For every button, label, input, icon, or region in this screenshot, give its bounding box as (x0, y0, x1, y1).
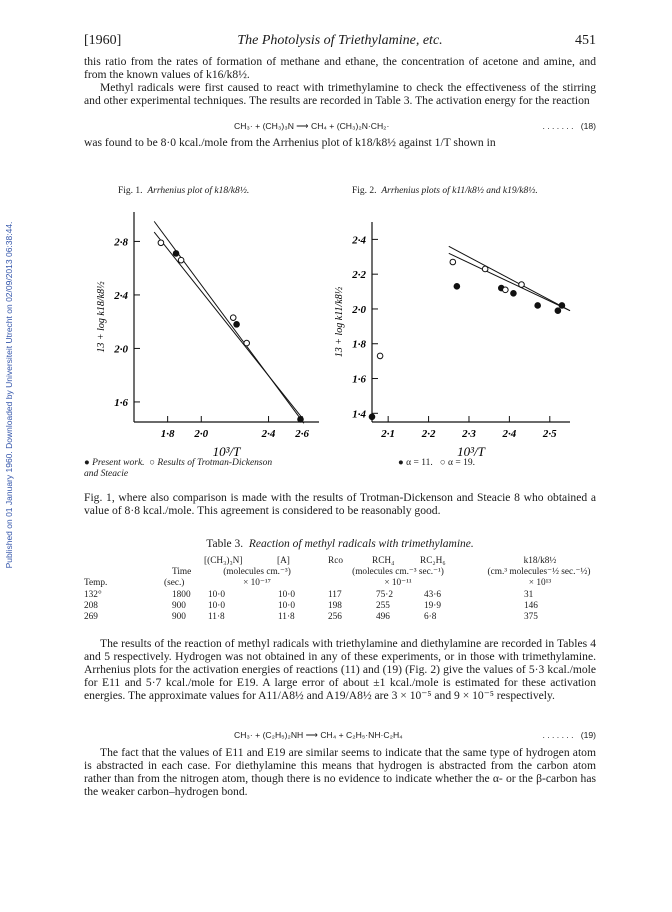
data-point-open (482, 266, 488, 272)
x-tick-label: 2·2 (421, 428, 436, 440)
x-tick-label: 2·6 (295, 428, 310, 440)
data-point-filled (559, 303, 565, 309)
fig1-caption: Fig. 1. Arrhenius plot of k18/k8½. (118, 186, 250, 196)
paragraph: this ratio from the rates of formation of methane and ethane, the concentration of acetone and amine, and from the known values of k16/k8½. (84, 55, 596, 81)
data-point-filled (298, 417, 304, 423)
data-point-filled (555, 308, 561, 314)
fit-line (154, 232, 302, 418)
table-header: × 10⁻¹⁷ (243, 578, 271, 588)
table-header: (cm.³ molecules⁻½ sec.⁻½) (487, 567, 591, 577)
data-point-open (519, 282, 525, 288)
x-tick-label: 2·0 (194, 428, 209, 440)
equation-number: . . . . . . . (19) (542, 730, 596, 740)
equation-number: . . . . . . . (18) (542, 121, 596, 131)
fig2-chart (330, 198, 580, 468)
table-header: RCH₄ (372, 556, 395, 566)
table-header: (sec.) (164, 578, 185, 588)
y-tick-label: 2·8 (114, 236, 128, 249)
fit-line (449, 246, 570, 310)
table-cell: 10·0 (208, 601, 226, 611)
data-point-filled (511, 291, 517, 297)
table-cell: 132° (84, 590, 102, 600)
page-number: 451 (575, 33, 596, 48)
data-point-open (244, 340, 250, 346)
table-header: Temp. (84, 578, 108, 588)
table-header: RC₂H₆ (420, 556, 446, 566)
x-axis-label: 10³/T (212, 444, 241, 459)
table-cell: 496 (376, 612, 390, 622)
y-tick-label: 1·6 (352, 373, 366, 386)
data-point-filled (535, 303, 541, 309)
y-tick-label: 2·4 (114, 289, 128, 302)
data-point-filled (454, 284, 460, 290)
paragraph: Methyl radicals were first caused to react with trimethylamine to check the effectiveness of the stirring and other experimental techniques. The results are recorded in Table 3. The activation energy for the reaction (84, 81, 596, 107)
table-header: [(CH₃)₃N] (204, 556, 243, 566)
download-watermark: Published on 01 January 1960. Downloaded by Universiteit Utrecht on 02/09/2013 06:38:44. (4, 221, 14, 569)
table-cell: 10·0 (208, 590, 226, 600)
data-point-open (503, 287, 509, 293)
data-point-filled (234, 322, 240, 328)
equation-19 (84, 730, 596, 742)
paragraph: was found to be 8·0 kcal./mole from the Arrhenius plot of k18/k8½ against 1/T shown in (84, 136, 496, 149)
table-cell: 900 (172, 612, 186, 622)
table-cell: 43·6 (424, 590, 442, 600)
data-point-open (178, 257, 184, 263)
y-axis-label: 13 + log k18/k8½ (96, 281, 107, 353)
table-cell: 11·8 (278, 612, 295, 622)
y-tick-label: 1·4 (352, 408, 366, 421)
x-tick-label: 2·5 (542, 428, 557, 440)
table-cell: 11·8 (208, 612, 225, 622)
data-point-open (230, 315, 236, 321)
table3-body (84, 590, 596, 630)
table-cell: 10·0 (278, 590, 296, 600)
table-header: [A] (277, 556, 290, 566)
table-cell: 75·2 (376, 590, 394, 600)
header-title: The Photolysis of Triethylamine, etc. (237, 33, 443, 48)
running-header (84, 33, 596, 53)
table-header: × 10¹³ (528, 578, 552, 588)
table-cell: 10·0 (278, 601, 296, 611)
table-header: (molecules cm.⁻³ sec.⁻¹) (352, 567, 444, 577)
table-cell: 1800 (172, 590, 191, 600)
table3-caption: Table 3. Reaction of methyl radicals with trimethylamine. (206, 538, 474, 550)
table-header: (molecules cm.⁻³) (223, 567, 291, 577)
table-cell: 208 (84, 601, 98, 611)
fig1-chart (84, 198, 324, 468)
paragraph: The fact that the values of E11 and E19 are similar seems to indicate that the same type of hydrogen atom is abstracted in each case. For diethylamine this means that hydrogen is abstracted from the carbon atom rather than from the nitrogen atom, though there is no evidence to indicate whether the α- or the β-carbon has the weaker carbon–hydrogen bond. (84, 746, 596, 798)
fig2-legend: ● α = 11. ○ α = 19. (398, 458, 475, 468)
y-tick-label: 1·8 (352, 338, 366, 351)
y-axis-label: 13 + log k11/k8½ (334, 286, 345, 358)
x-tick-label: 2·4 (261, 428, 276, 440)
data-point-filled (173, 251, 179, 257)
table-header: × 10⁻¹¹ (384, 578, 412, 588)
paragraph: The results of the reaction of methyl radicals with triethylamine and diethylamine are recorded in Tables 4 and 5 respectively. Hydrogen was not obtained in any of these experiments, or in those with trimethylamine. Arrhenius plots for the activation energies of reactions (11) and (19) (Fig. 2) give the values of 5·3 kcal./mole for E11 and 5·7 kcal./mole for E19. A large error of about ±1 kcal./mole is estimated for these activation energies. The approximate values for A11/A8½ and A19/A8½ are 3 × 10⁻⁵ and 9 × 10⁻⁵ respectively. (84, 637, 596, 702)
fig2-caption: Fig. 2. Arrhenius plots of k11/k8½ and k19/k8½. (352, 186, 538, 196)
fit-line (449, 253, 570, 310)
table-cell: 255 (376, 601, 390, 611)
data-point-open (450, 259, 456, 265)
table-cell: 117 (328, 590, 342, 600)
table-cell: 269 (84, 612, 98, 622)
x-tick-label: 2·4 (502, 428, 517, 440)
data-point-open (158, 240, 164, 246)
x-axis-label: 10³/T (457, 444, 485, 459)
table-cell: 19·9 (424, 601, 442, 611)
table-cell: 900 (172, 601, 186, 611)
x-tick-label: 2·1 (381, 428, 396, 440)
table-header: Rco (328, 556, 343, 566)
equation-formula: CH₃· + (C₂H₅)₂NH ⟶ CH₄ + C₂H₅·NH·C₂H₄ (234, 730, 403, 740)
table-header: k18/k8½ (523, 556, 557, 566)
fig1-legend: ● Present work. ○ Results of Trotman-Dickenson and Steacie (84, 458, 273, 479)
table-cell: 198 (328, 601, 342, 611)
table-cell: 375 (524, 612, 538, 622)
equation-formula: CH₃· + (CH₃)₃N ⟶ CH₄ + (CH₃)₂N·CH₂· (234, 121, 390, 131)
header-year: [1960] (84, 33, 122, 48)
paragraph: Fig. 1, where also comparison is made with the results of Trotman-Dickenson and Steacie 8 who obtained a value of 8·8 kcal./mole. This agreement is considered to be reasonably good. (84, 491, 596, 517)
y-tick-label: 2·4 (352, 234, 366, 247)
data-point-filled (369, 414, 375, 420)
data-point-open (377, 353, 383, 359)
table-cell: 256 (328, 612, 342, 622)
x-tick-label: 1·8 (160, 428, 175, 440)
equation-18 (84, 121, 596, 133)
table-cell: 146 (524, 601, 538, 611)
y-tick-label: 2·2 (352, 269, 366, 282)
y-tick-label: 2·0 (352, 303, 366, 316)
table-cell: 6·8 (424, 612, 437, 622)
y-tick-label: 2·0 (114, 343, 128, 356)
x-tick-label: 2·3 (462, 428, 476, 440)
table-cell: 31 (524, 590, 534, 600)
y-tick-label: 1·6 (114, 396, 128, 409)
table-header: Time (172, 567, 192, 577)
